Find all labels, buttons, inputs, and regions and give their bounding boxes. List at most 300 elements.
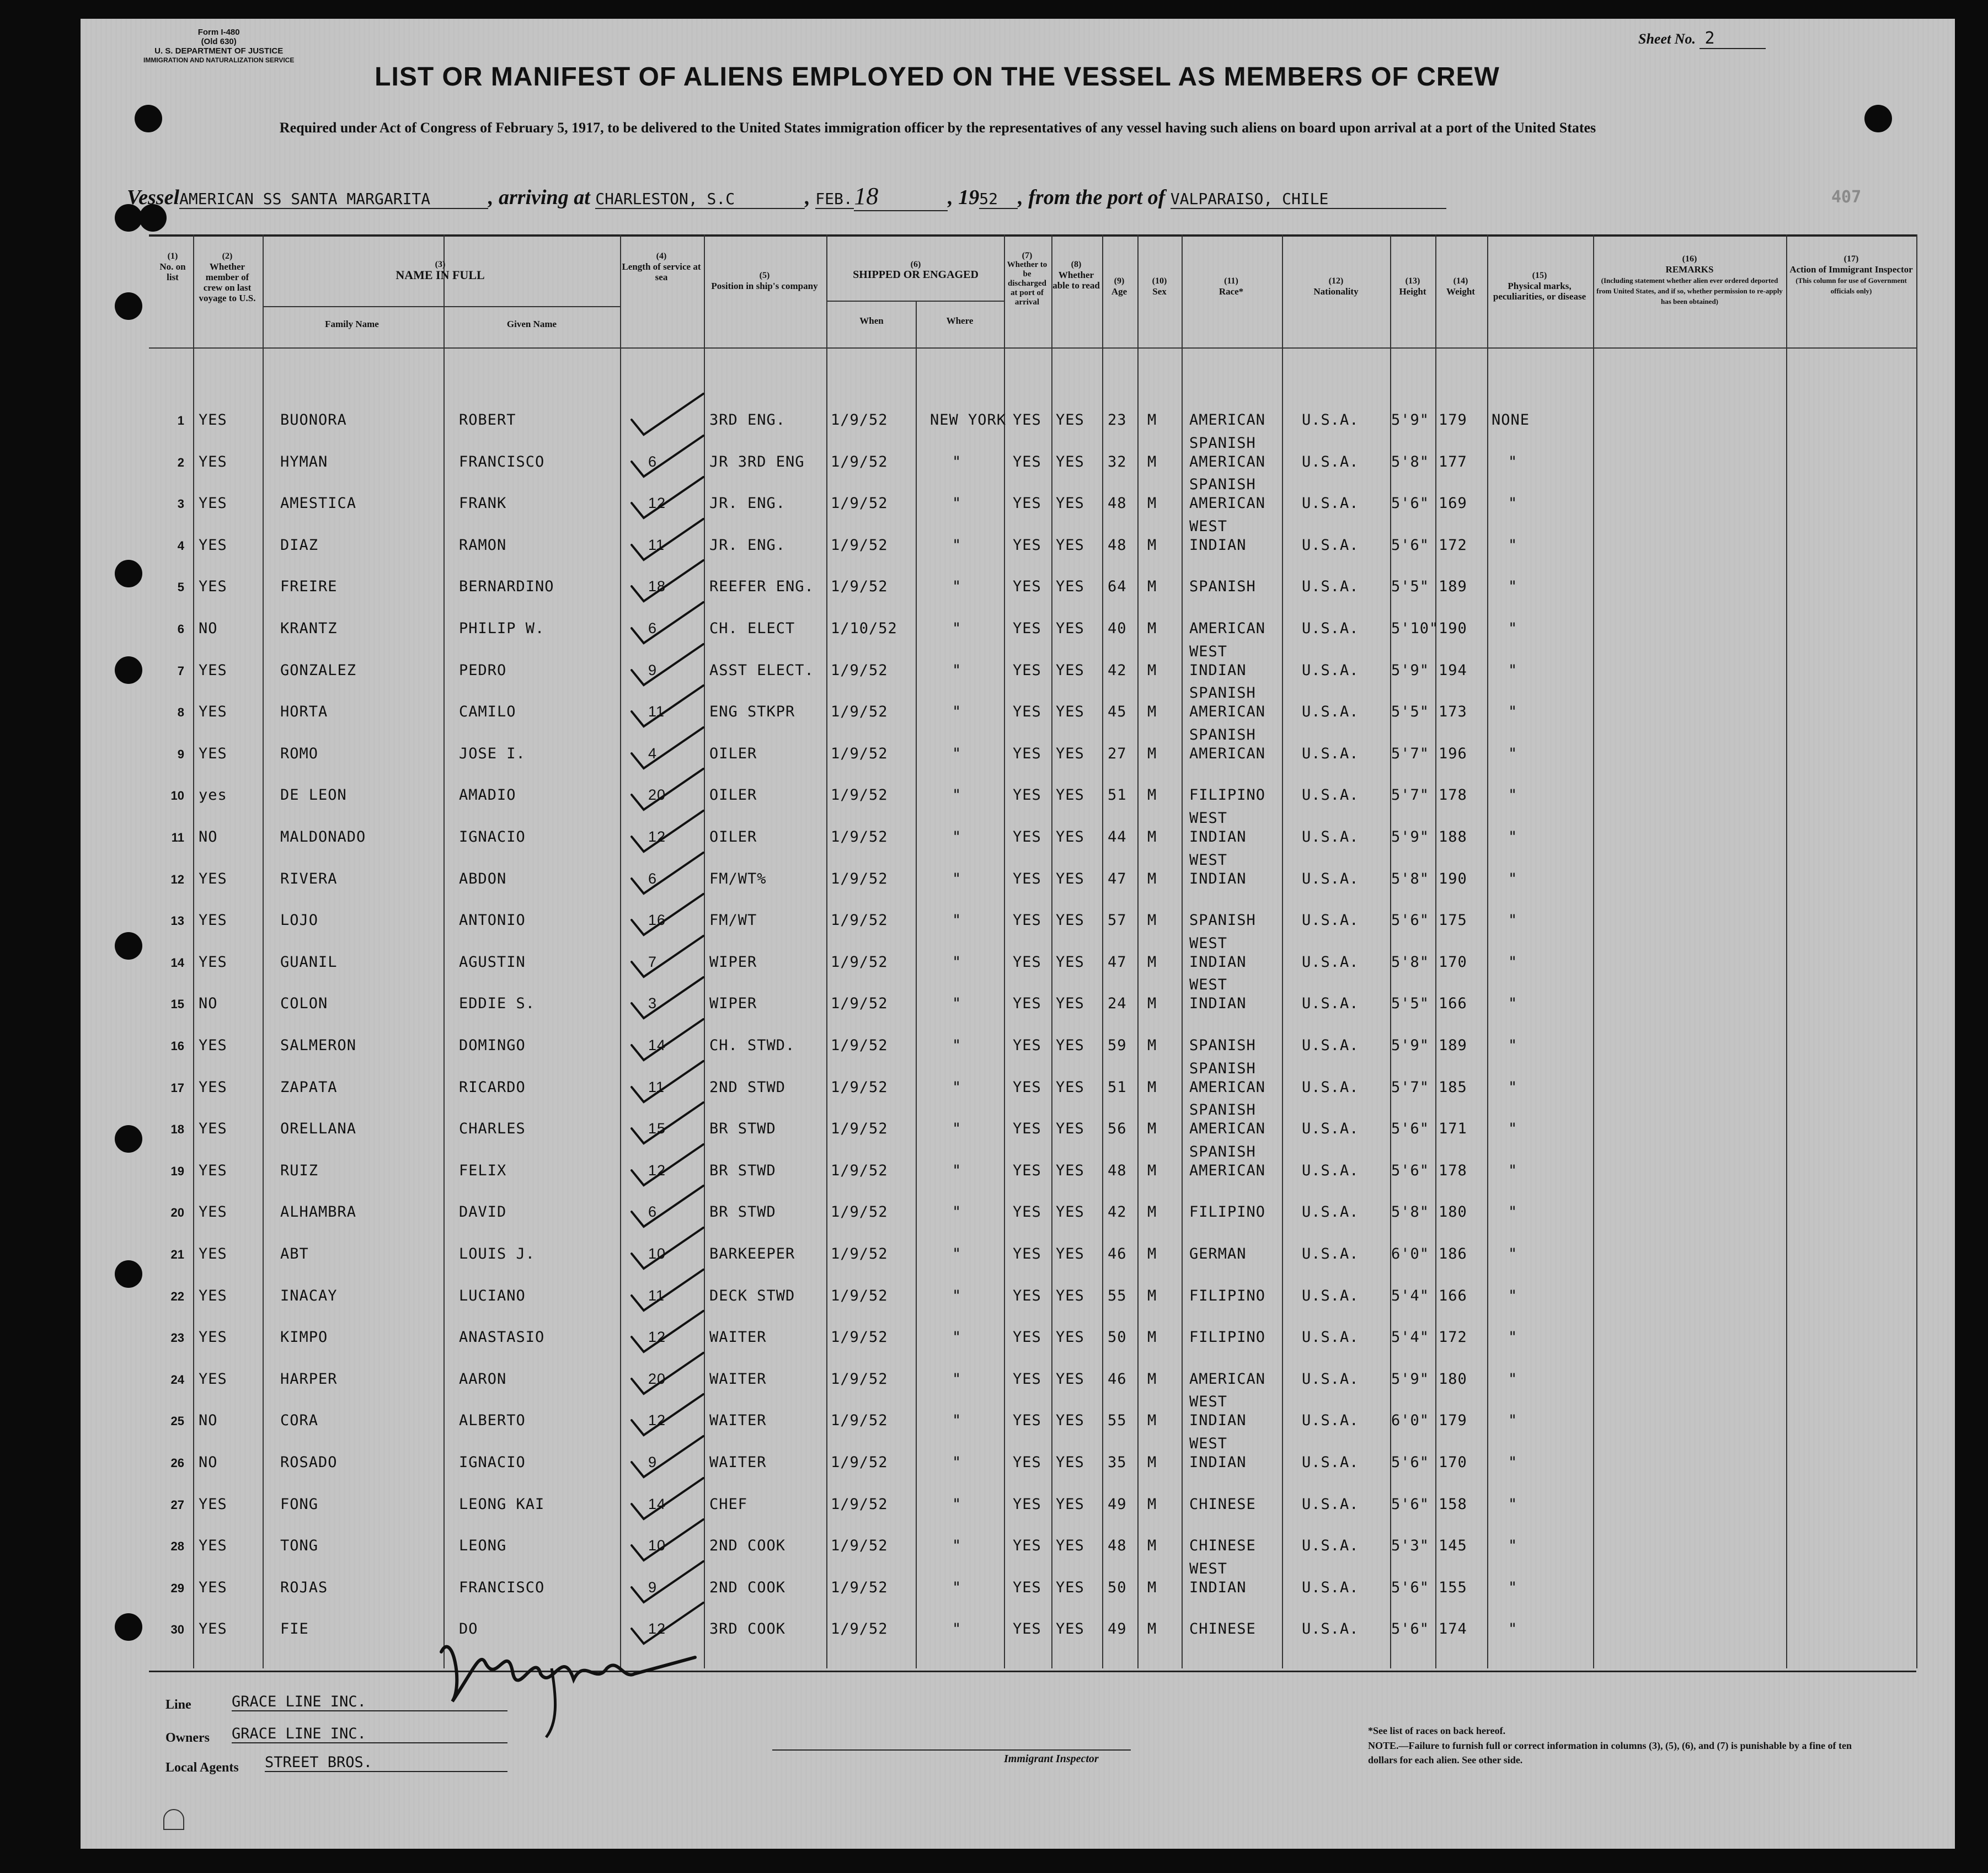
- row-number: 18: [170, 1122, 184, 1136]
- cell-sex: M: [1147, 870, 1157, 887]
- cell-marks: ": [1508, 1203, 1518, 1221]
- row-number: 22: [170, 1289, 184, 1303]
- cell-prev: YES: [199, 745, 227, 762]
- cell-discharged: YES: [1013, 620, 1041, 637]
- cell-position: BR STWD: [709, 1203, 776, 1221]
- cell-weight: 178: [1439, 786, 1467, 804]
- cell-where: NEW YORK: [930, 411, 1007, 429]
- cell-nationality: U.S.A.: [1302, 578, 1359, 595]
- cell-service: 14: [648, 1496, 666, 1512]
- cell-given: RAMON: [459, 537, 507, 554]
- cell-service: 7: [648, 954, 658, 970]
- cell-race: FILIPINO: [1189, 1203, 1266, 1221]
- cell-sex: M: [1147, 786, 1157, 804]
- cell-position: FM/WT: [709, 912, 757, 929]
- cell-discharged: YES: [1013, 411, 1041, 429]
- cell-nationality: U.S.A.: [1302, 828, 1359, 845]
- cell-height: 5'5": [1391, 703, 1430, 720]
- cell-family: HYMAN: [280, 453, 328, 470]
- cell-race: AMERICAN: [1189, 1371, 1266, 1388]
- cell-where: ": [952, 745, 962, 762]
- cell-service: 15: [648, 1120, 666, 1137]
- col-header-11: (11) Race*: [1219, 276, 1244, 297]
- cell-where: ": [952, 578, 962, 595]
- form-number: Form I-480: [197, 28, 240, 37]
- column-rule: [1102, 234, 1103, 1668]
- cell-when: 1/9/52: [831, 995, 888, 1012]
- binder-hole: [115, 560, 142, 587]
- cell-height: 5'8": [1391, 870, 1430, 887]
- cell-race-prefix: WEST: [1189, 643, 1228, 660]
- cell-when: 1/9/52: [831, 786, 888, 804]
- cell-given: CAMILO: [459, 703, 516, 720]
- cell-read: YES: [1056, 1162, 1084, 1179]
- departure-port: VALPARAISO, CHILE: [1171, 190, 1446, 209]
- cell-marks: ": [1508, 1454, 1518, 1471]
- arrival-port: CHARLESTON, S.C: [595, 190, 805, 209]
- cell-prev: YES: [199, 411, 227, 429]
- cell-marks: ": [1508, 578, 1518, 595]
- vessel-name: AMERICAN SS SANTA MARGARITA: [179, 190, 488, 209]
- cell-given: LEONG: [459, 1537, 507, 1554]
- row-number: 6: [177, 622, 184, 636]
- cell-service: 6: [648, 1203, 658, 1220]
- cell-discharged: YES: [1013, 954, 1041, 971]
- cell-discharged: YES: [1013, 662, 1041, 679]
- cell-discharged: YES: [1013, 1620, 1041, 1637]
- column-rule: [1487, 234, 1488, 1668]
- cell-nationality: U.S.A.: [1302, 1245, 1359, 1262]
- form-old-number: (Old 630): [201, 37, 237, 46]
- cell-sex: M: [1147, 1329, 1157, 1346]
- cell-when: 1/9/52: [831, 537, 888, 554]
- cell-weight: 172: [1439, 537, 1467, 554]
- cell-read: YES: [1056, 453, 1084, 470]
- cell-position: WAITER: [709, 1454, 767, 1471]
- cell-family: LOJO: [280, 912, 319, 929]
- sheet-number: Sheet No. 2: [1638, 29, 1766, 49]
- cell-marks: ": [1508, 1537, 1518, 1554]
- cell-when: 1/9/52: [831, 1037, 888, 1054]
- cell-discharged: YES: [1013, 1120, 1041, 1137]
- cell-given: FRANCISCO: [459, 1579, 545, 1596]
- cell-sex: M: [1147, 1454, 1157, 1471]
- cell-discharged: YES: [1013, 870, 1041, 887]
- cell-marks: ": [1508, 1287, 1518, 1304]
- col-header-7: (7) Whether to be discharged at port of arrival: [1007, 251, 1048, 307]
- penalty-note: NOTE.—Failure to furnish full or correct information in columns (3), (5), (6), and (7) is punishable by a fine of ten dollars for each alien. See other side.: [1368, 1740, 1852, 1765]
- cell-race: CHINESE: [1189, 1620, 1256, 1637]
- cell-position: WIPER: [709, 954, 757, 971]
- cell-height: 5'3": [1391, 1537, 1430, 1554]
- cell-age: 47: [1108, 870, 1127, 887]
- cell-marks: ": [1508, 870, 1518, 887]
- subheader-rule: [263, 306, 620, 307]
- cell-discharged: YES: [1013, 912, 1041, 929]
- cell-marks: ": [1508, 1371, 1518, 1388]
- column-rule: [1051, 234, 1052, 1668]
- cell-weight: 188: [1439, 828, 1467, 845]
- cell-given: FRANCISCO: [459, 453, 545, 470]
- col-header-12: (12) Nationality: [1313, 276, 1359, 297]
- cell-discharged: YES: [1013, 1245, 1041, 1262]
- cell-read: YES: [1056, 703, 1084, 720]
- cell-discharged: YES: [1013, 1037, 1041, 1054]
- cell-race-prefix: WEST: [1189, 1435, 1228, 1452]
- cell-when: 1/9/52: [831, 1287, 888, 1304]
- cell-prev: YES: [199, 1203, 227, 1221]
- cell-where: ": [952, 1579, 962, 1596]
- cell-prev: YES: [199, 1079, 227, 1096]
- line-label: Line: [165, 1698, 191, 1712]
- cell-prev: YES: [199, 537, 227, 554]
- cell-read: YES: [1056, 828, 1084, 845]
- cell-age: 42: [1108, 1203, 1127, 1221]
- sheet-number-value: 2: [1700, 29, 1766, 49]
- cell-service: 18: [648, 578, 666, 595]
- cell-nationality: U.S.A.: [1302, 1037, 1359, 1054]
- cell-read: YES: [1056, 1537, 1084, 1554]
- cell-prev: YES: [199, 1371, 227, 1388]
- cell-when: 1/9/52: [831, 1120, 888, 1137]
- cell-position: OILER: [709, 786, 757, 804]
- cell-prev: YES: [199, 495, 227, 512]
- vessel-line: VesselAMERICAN SS SANTA MARGARITA , arriving at CHARLESTON, S.C , FEB.18 , 1952 , from the port of VALPARAISO, CHILE: [127, 182, 1446, 211]
- cell-prev: YES: [199, 1245, 227, 1262]
- column-rule: [443, 234, 445, 1668]
- cell-weight: 173: [1439, 703, 1467, 720]
- cell-where: ": [952, 1537, 962, 1554]
- cell-when: 1/9/52: [831, 828, 888, 845]
- cell-where: ": [952, 1079, 962, 1096]
- cell-age: 46: [1108, 1371, 1127, 1388]
- cell-read: YES: [1056, 620, 1084, 637]
- cell-prev: YES: [199, 1537, 227, 1554]
- cell-marks: ": [1508, 1620, 1518, 1637]
- cell-prev: NO: [199, 995, 218, 1012]
- cell-age: 44: [1108, 828, 1127, 845]
- cell-race: AMERICAN: [1189, 411, 1266, 429]
- cell-service: 12: [648, 1412, 666, 1428]
- cell-weight: 189: [1439, 1037, 1467, 1054]
- cell-weight: 145: [1439, 1537, 1467, 1554]
- binder-hole: [115, 1125, 142, 1153]
- form-identifier: [143, 28, 294, 65]
- cell-sex: M: [1147, 1287, 1157, 1304]
- cell-weight: 166: [1439, 995, 1467, 1012]
- cell-height: 5'7": [1391, 745, 1430, 762]
- cell-age: 56: [1108, 1120, 1127, 1137]
- subheader-rule: [826, 301, 1004, 302]
- row-number: 7: [177, 664, 184, 678]
- cell-position: CH. STWD.: [709, 1037, 795, 1054]
- cell-position: BR STWD: [709, 1120, 776, 1137]
- agents-label: Local Agents: [165, 1760, 239, 1775]
- cell-prev: YES: [199, 954, 227, 971]
- cell-age: 55: [1108, 1287, 1127, 1304]
- col-header-5: (5) Position in ship's company: [711, 271, 818, 291]
- column-rule: [1282, 234, 1283, 1668]
- cell-sex: M: [1147, 1079, 1157, 1096]
- cell-position: 3RD COOK: [709, 1620, 786, 1637]
- cell-when: 1/9/52: [831, 578, 888, 595]
- printer-mark: [163, 1809, 184, 1830]
- cell-prev: NO: [199, 1412, 218, 1429]
- cell-race: FILIPINO: [1189, 1329, 1266, 1346]
- cell-where: ": [952, 1329, 962, 1346]
- cell-read: YES: [1056, 578, 1084, 595]
- inspector-label: Immigrant Inspector: [1004, 1753, 1099, 1765]
- cell-discharged: YES: [1013, 1329, 1041, 1346]
- cell-when: 1/9/52: [831, 703, 888, 720]
- cell-discharged: YES: [1013, 995, 1041, 1012]
- col-header-8: (8) Whether able to read: [1052, 260, 1100, 291]
- cell-weight: 180: [1439, 1203, 1467, 1221]
- row-number: 1: [177, 414, 184, 427]
- row-number: 30: [170, 1623, 184, 1636]
- cell-marks: ": [1508, 1412, 1518, 1429]
- cell-race: INDIAN: [1189, 537, 1247, 554]
- cell-height: 5'6": [1391, 1620, 1430, 1637]
- cell-given: ABDON: [459, 870, 507, 887]
- cell-race-prefix: SPANISH: [1189, 684, 1256, 702]
- col-header-14: (14) Weight: [1446, 276, 1475, 297]
- cell-weight: 170: [1439, 954, 1467, 971]
- cell-height: 5'5": [1391, 995, 1430, 1012]
- cell-where: ": [952, 703, 962, 720]
- cell-race-prefix: WEST: [1189, 1393, 1228, 1410]
- col-header-3: (3) NAME IN FULL: [396, 260, 485, 282]
- col-header-15: (15) Physical marks, peculiarities, or disease: [1493, 271, 1586, 302]
- cell-sex: M: [1147, 495, 1157, 512]
- cell-prev: YES: [199, 1162, 227, 1179]
- cell-prev: NO: [199, 620, 218, 637]
- cell-given: ANASTASIO: [459, 1329, 545, 1346]
- cell-race-prefix: WEST: [1189, 852, 1228, 869]
- cell-when: 1/9/52: [831, 912, 888, 929]
- cell-nationality: U.S.A.: [1302, 745, 1359, 762]
- cell-where: ": [952, 1162, 962, 1179]
- cell-nationality: U.S.A.: [1302, 1203, 1359, 1221]
- cell-service: 12: [648, 1620, 666, 1637]
- cell-family: ZAPATA: [280, 1079, 338, 1096]
- cell-marks: ": [1508, 703, 1518, 720]
- cell-read: YES: [1056, 1079, 1084, 1096]
- cell-position: 2ND COOK: [709, 1579, 786, 1596]
- cell-weight: 179: [1439, 411, 1467, 429]
- cell-weight: 174: [1439, 1620, 1467, 1637]
- binder-hole: [115, 1613, 142, 1641]
- cell-sex: M: [1147, 453, 1157, 470]
- cell-marks: ": [1508, 495, 1518, 512]
- cell-discharged: YES: [1013, 453, 1041, 470]
- cell-service: 6: [648, 620, 658, 636]
- cell-race: SPANISH: [1189, 912, 1256, 929]
- cell-where: ": [952, 786, 962, 804]
- cell-nationality: U.S.A.: [1302, 620, 1359, 637]
- cell-race: SPANISH: [1189, 578, 1256, 595]
- arrival-year: 52: [979, 190, 1018, 209]
- cell-age: 50: [1108, 1579, 1127, 1596]
- cell-family: GONZALEZ: [280, 662, 357, 679]
- cell-service: 11: [648, 1079, 665, 1095]
- cell-height: 6'0": [1391, 1245, 1430, 1262]
- cell-discharged: YES: [1013, 703, 1041, 720]
- cell-read: YES: [1056, 662, 1084, 679]
- cell-when: 1/9/52: [831, 495, 888, 512]
- cell-marks: ": [1508, 1079, 1518, 1096]
- cell-where: ": [952, 1120, 962, 1137]
- cell-position: 3RD ENG.: [709, 411, 786, 429]
- cell-race: INDIAN: [1189, 828, 1247, 845]
- cell-weight: 169: [1439, 495, 1467, 512]
- cell-weight: 175: [1439, 912, 1467, 929]
- cell-marks: ": [1508, 1579, 1518, 1596]
- cell-race-prefix: SPANISH: [1189, 1101, 1256, 1119]
- cell-service: 16: [648, 912, 666, 928]
- cell-height: 5'7": [1391, 1079, 1430, 1096]
- cell-family: ORELLANA: [280, 1120, 357, 1137]
- cell-discharged: YES: [1013, 1412, 1041, 1429]
- cell-position: 2ND COOK: [709, 1537, 786, 1554]
- cell-position: ASST ELECT.: [709, 662, 814, 679]
- cell-where: ": [952, 1203, 962, 1221]
- cell-given: PEDRO: [459, 662, 507, 679]
- cell-discharged: YES: [1013, 1579, 1041, 1596]
- row-number: 4: [177, 539, 184, 553]
- cell-race-prefix: SPANISH: [1189, 1060, 1256, 1077]
- cell-family: BUONORA: [280, 411, 347, 429]
- cell-height: 5'6": [1391, 537, 1430, 554]
- cell-prev: YES: [199, 662, 227, 679]
- line-value: GRACE LINE INC.: [232, 1693, 507, 1711]
- row-number: 17: [170, 1081, 184, 1095]
- row-number: 25: [170, 1414, 184, 1428]
- cell-sex: M: [1147, 912, 1157, 929]
- cell-where: ": [952, 1287, 962, 1304]
- cell-race: AMERICAN: [1189, 495, 1266, 512]
- row-number: 15: [170, 997, 184, 1011]
- cell-nationality: U.S.A.: [1302, 1287, 1359, 1304]
- cell-given: DO: [459, 1620, 478, 1637]
- row-number: 5: [177, 580, 184, 594]
- cell-height: 5'6": [1391, 912, 1430, 929]
- cell-sex: M: [1147, 828, 1157, 845]
- cell-read: YES: [1056, 1203, 1084, 1221]
- cell-weight: 180: [1439, 1371, 1467, 1388]
- cell-family: ROJAS: [280, 1579, 328, 1596]
- cell-sex: M: [1147, 1579, 1157, 1596]
- binder-hole: [115, 656, 142, 684]
- cell-where: ": [952, 912, 962, 929]
- cell-nationality: U.S.A.: [1302, 954, 1359, 971]
- cell-where: ": [952, 620, 962, 637]
- cell-race: INDIAN: [1189, 995, 1247, 1012]
- cell-service: 9: [648, 1454, 658, 1470]
- cell-sex: M: [1147, 537, 1157, 554]
- cell-age: 49: [1108, 1496, 1127, 1513]
- cell-race-prefix: WEST: [1189, 935, 1228, 952]
- cell-age: 48: [1108, 495, 1127, 512]
- cell-position: BR STWD: [709, 1162, 776, 1179]
- cell-race: AMERICAN: [1189, 1079, 1266, 1096]
- cell-nationality: U.S.A.: [1302, 1537, 1359, 1554]
- cell-sex: M: [1147, 1371, 1157, 1388]
- cell-age: 57: [1108, 912, 1127, 929]
- cell-read: YES: [1056, 1120, 1084, 1137]
- row-number: 23: [170, 1331, 184, 1345]
- cell-prev: YES: [199, 1287, 227, 1304]
- cell-sex: M: [1147, 995, 1157, 1012]
- cell-race: INDIAN: [1189, 662, 1247, 679]
- cell-discharged: YES: [1013, 1079, 1041, 1096]
- cell-family: RUIZ: [280, 1162, 319, 1179]
- column-rule: [263, 234, 264, 1668]
- cell-read: YES: [1056, 1620, 1084, 1637]
- cell-age: 48: [1108, 1537, 1127, 1554]
- cell-height: 5'9": [1391, 411, 1430, 429]
- cell-read: YES: [1056, 1412, 1084, 1429]
- cell-marks: ": [1508, 453, 1518, 470]
- cell-race-prefix: SPANISH: [1189, 476, 1256, 493]
- cell-position: ENG STKPR: [709, 703, 795, 720]
- cell-read: YES: [1056, 870, 1084, 887]
- cell-family: KIMPO: [280, 1329, 328, 1346]
- arrival-day: 18: [854, 182, 948, 211]
- cell-prev: YES: [199, 1329, 227, 1346]
- cell-weight: 177: [1439, 453, 1467, 470]
- owners-label: Owners: [165, 1731, 210, 1745]
- cell-read: YES: [1056, 411, 1084, 429]
- cell-where: ": [952, 453, 962, 470]
- cell-position: JR. ENG.: [709, 537, 786, 554]
- cell-position: OILER: [709, 828, 757, 845]
- col-header-16: (16) REMARKS (Including statement whether alien ever ordered deported from United States, and if so, whether permission to re-apply has been obtained): [1596, 254, 1783, 306]
- cell-family: SALMERON: [280, 1037, 357, 1054]
- cell-age: 40: [1108, 620, 1127, 637]
- header-bottom-rule: [149, 347, 1916, 349]
- cell-position: BARKEEPER: [709, 1245, 795, 1262]
- cell-sex: M: [1147, 1037, 1157, 1054]
- cell-weight: 196: [1439, 745, 1467, 762]
- cell-age: 24: [1108, 995, 1127, 1012]
- cell-when: 1/9/52: [831, 662, 888, 679]
- cell-marks: ": [1508, 537, 1518, 554]
- cell-sex: M: [1147, 1412, 1157, 1429]
- cell-age: 64: [1108, 578, 1127, 595]
- row-number: 14: [170, 956, 184, 970]
- row-number: 10: [170, 789, 184, 802]
- cell-height: 5'6": [1391, 495, 1430, 512]
- row-number: 19: [170, 1164, 184, 1178]
- cell-prev: YES: [199, 453, 227, 470]
- cell-marks: ": [1508, 995, 1518, 1012]
- cell-given: IGNACIO: [459, 828, 526, 845]
- cell-family: FONG: [280, 1496, 319, 1513]
- cell-prev: NO: [199, 828, 218, 845]
- cell-race: AMERICAN: [1189, 453, 1266, 470]
- cell-service: 10: [648, 1245, 666, 1262]
- cell-marks: ": [1508, 1120, 1518, 1137]
- cell-read: YES: [1056, 1579, 1084, 1596]
- col-header-9: (9) Age: [1111, 276, 1127, 297]
- cell-race: CHINESE: [1189, 1496, 1256, 1513]
- cell-age: 59: [1108, 1037, 1127, 1054]
- col-header-2: (2) Whether member of crew on last voyage to U.S.: [199, 251, 256, 303]
- cell-family: FREIRE: [280, 578, 338, 595]
- row-number: 16: [170, 1039, 184, 1053]
- cell-where: ": [952, 1412, 962, 1429]
